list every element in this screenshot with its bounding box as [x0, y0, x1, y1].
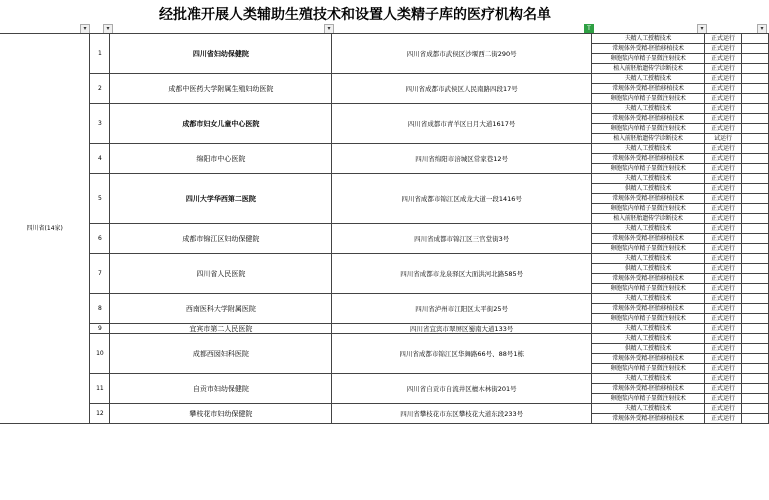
empty-cell[interactable]: [742, 214, 769, 224]
status-cell[interactable]: 正式运行: [705, 294, 742, 304]
technology-cell[interactable]: 夫精人工授精技术: [592, 254, 705, 264]
hospital-name-cell[interactable]: 四川省妇幼保健院: [110, 34, 332, 74]
empty-cell[interactable]: [742, 304, 769, 314]
active-filter-icon[interactable]: T: [584, 24, 594, 34]
status-cell[interactable]: 正式运行: [705, 54, 742, 64]
technology-cell[interactable]: 夫精人工授精技术: [592, 174, 705, 184]
row-number-cell[interactable]: 4: [90, 144, 110, 174]
technology-cell[interactable]: 常规体外受精-胚胎移植技术: [592, 84, 705, 94]
status-cell[interactable]: 正式运行: [705, 224, 742, 234]
technology-cell[interactable]: 夫精人工授精技术: [592, 144, 705, 154]
table-row: [0, 224, 769, 234]
hospital-name-cell[interactable]: 四川大学华西第二医院: [110, 174, 332, 224]
empty-cell[interactable]: [742, 154, 769, 164]
row-number-cell[interactable]: 5: [90, 174, 110, 224]
technology-cell[interactable]: 常规体外受精-胚胎移植技术: [592, 384, 705, 394]
technology-cell[interactable]: 供精人工授精技术: [592, 184, 705, 194]
technology-cell[interactable]: 常规体外受精-胚胎移植技术: [592, 114, 705, 124]
filter-dropdown-icon[interactable]: ▾: [103, 24, 113, 34]
empty-cell[interactable]: [742, 414, 769, 424]
technology-cell[interactable]: 常规体外受精-胚胎移植技术: [592, 274, 705, 284]
status-cell[interactable]: 正式运行: [705, 214, 742, 224]
empty-cell[interactable]: [742, 264, 769, 274]
status-cell[interactable]: 正式运行: [705, 304, 742, 314]
table-row: [0, 144, 769, 154]
status-cell[interactable]: 正式运行: [705, 174, 742, 184]
hospital-name-cell[interactable]: 四川省人民医院: [110, 254, 332, 294]
empty-cell[interactable]: [742, 324, 769, 334]
empty-cell[interactable]: [742, 104, 769, 114]
table-row: [0, 104, 769, 114]
status-cell[interactable]: 正式运行: [705, 164, 742, 174]
address-cell[interactable]: 四川省宜宾市翠屏区蜀南大道133号: [332, 324, 592, 334]
technology-cell[interactable]: 卵胞浆内单精子显微注射技术: [592, 204, 705, 214]
row-number-cell[interactable]: 3: [90, 104, 110, 144]
filter-dropdown-icon[interactable]: ▾: [324, 24, 334, 34]
empty-cell[interactable]: [742, 184, 769, 194]
row-number-cell[interactable]: 12: [90, 404, 110, 424]
address-cell[interactable]: 四川省成都市武侯区沙堰西二街290号: [332, 34, 592, 74]
empty-cell[interactable]: [742, 344, 769, 354]
hospital-name-cell[interactable]: 宜宾市第二人民医院: [110, 324, 332, 334]
status-cell[interactable]: 正式运行: [705, 334, 742, 344]
technology-cell[interactable]: 常规体外受精-胚胎移植技术: [592, 414, 705, 424]
table-row: [0, 174, 769, 184]
status-cell[interactable]: 正式运行: [705, 414, 742, 424]
status-cell[interactable]: 正式运行: [705, 284, 742, 294]
table-row: [0, 404, 769, 414]
empty-cell[interactable]: [742, 314, 769, 324]
empty-cell[interactable]: [742, 44, 769, 54]
technology-cell[interactable]: 卵胞浆内单精子显微注射技术: [592, 244, 705, 254]
empty-cell[interactable]: [742, 74, 769, 84]
technology-cell[interactable]: 常规体外受精-胚胎移植技术: [592, 154, 705, 164]
status-cell[interactable]: 正式运行: [705, 244, 742, 254]
status-cell[interactable]: 正式运行: [705, 394, 742, 404]
autofilter-row: [0, 24, 769, 33]
empty-cell[interactable]: [742, 174, 769, 184]
empty-cell[interactable]: [742, 274, 769, 284]
hospital-name-cell[interactable]: 成都市妇女儿童中心医院: [110, 104, 332, 144]
technology-cell[interactable]: 夫精人工授精技术: [592, 324, 705, 334]
technology-cell[interactable]: 夫精人工授精技术: [592, 374, 705, 384]
technology-cell[interactable]: 常规体外受精-胚胎移植技术: [592, 194, 705, 204]
empty-cell[interactable]: [742, 244, 769, 254]
hospital-name-cell[interactable]: 攀枝花市妇幼保健院: [110, 404, 332, 424]
status-cell[interactable]: 正式运行: [705, 254, 742, 264]
address-cell[interactable]: 四川省绵阳市涪城区常家巷12号: [332, 144, 592, 174]
table-row: [0, 324, 769, 334]
empty-cell[interactable]: [742, 204, 769, 214]
technology-cell[interactable]: 卵胞浆内单精子显微注射技术: [592, 284, 705, 294]
row-number-cell[interactable]: 6: [90, 224, 110, 254]
sheet-title: 经批准开展人类辅助生殖技术和设置人类精子库的医疗机构名单: [159, 7, 551, 23]
status-cell[interactable]: 正式运行: [705, 94, 742, 104]
empty-cell[interactable]: [742, 374, 769, 384]
address-cell[interactable]: 四川省成都市锦江区华舞路66号、88号1栋: [332, 334, 592, 374]
empty-cell[interactable]: [742, 94, 769, 104]
empty-cell[interactable]: [742, 134, 769, 144]
status-cell[interactable]: 正式运行: [705, 404, 742, 414]
status-cell[interactable]: 正式运行: [705, 204, 742, 214]
status-cell[interactable]: 正式运行: [705, 144, 742, 154]
technology-cell[interactable]: 卵胞浆内单精子显微注射技术: [592, 94, 705, 104]
technology-cell[interactable]: 植入前胚胎遗传学诊断技术: [592, 214, 705, 224]
technology-cell[interactable]: 夫精人工授精技术: [592, 224, 705, 234]
address-cell[interactable]: 四川省成都市锦江区三官堂街3号: [332, 224, 592, 254]
address-cell[interactable]: 四川省成都市武侯区人民南路四段17号: [332, 74, 592, 104]
empty-cell[interactable]: [742, 124, 769, 134]
status-cell[interactable]: 正式运行: [705, 74, 742, 84]
row-number-cell[interactable]: 8: [90, 294, 110, 324]
empty-cell[interactable]: [742, 284, 769, 294]
hospital-name-cell[interactable]: 成都市锦江区妇幼保健院: [110, 224, 332, 254]
empty-cell[interactable]: [742, 294, 769, 304]
empty-cell[interactable]: [742, 224, 769, 234]
technology-cell[interactable]: 植入前胚胎遗传学诊断技术: [592, 64, 705, 74]
status-cell[interactable]: 正式运行: [705, 44, 742, 54]
hospital-name-cell[interactable]: 西南医科大学附属医院: [110, 294, 332, 324]
table-row: [0, 294, 769, 304]
address-cell[interactable]: 四川省成都市青羊区日月大道1617号: [332, 104, 592, 144]
empty-cell[interactable]: [742, 114, 769, 124]
status-cell[interactable]: 试运行: [705, 134, 742, 144]
hospital-name-cell[interactable]: 绵阳市中心医院: [110, 144, 332, 174]
technology-cell[interactable]: 卵胞浆内单精子显微注射技术: [592, 124, 705, 134]
empty-cell[interactable]: [742, 254, 769, 264]
technology-cell[interactable]: 卵胞浆内单精子显微注射技术: [592, 54, 705, 64]
hospital-name-cell[interactable]: 自贡市妇幼保健院: [110, 374, 332, 404]
status-cell[interactable]: 正式运行: [705, 184, 742, 194]
row-number-cell[interactable]: 7: [90, 254, 110, 294]
empty-cell[interactable]: [742, 354, 769, 364]
technology-cell[interactable]: 夫精人工授精技术: [592, 334, 705, 344]
row-number-cell[interactable]: 2: [90, 74, 110, 104]
technology-cell[interactable]: 卵胞浆内单精子显微注射技术: [592, 314, 705, 324]
technology-cell[interactable]: 夫精人工授精技术: [592, 104, 705, 114]
status-cell[interactable]: 正式运行: [705, 114, 742, 124]
technology-cell[interactable]: 夫精人工授精技术: [592, 294, 705, 304]
status-cell[interactable]: 正式运行: [705, 274, 742, 284]
technology-cell[interactable]: 卵胞浆内单精子显微注射技术: [592, 394, 705, 404]
hospital-name-cell[interactable]: 成都西囡妇科医院: [110, 334, 332, 374]
status-cell[interactable]: 正式运行: [705, 314, 742, 324]
technology-cell[interactable]: 卵胞浆内单精子显微注射技术: [592, 164, 705, 174]
empty-cell[interactable]: [742, 194, 769, 204]
empty-cell[interactable]: [742, 54, 769, 64]
table-row: [0, 254, 769, 264]
technology-cell[interactable]: 常规体外受精-胚胎移植技术: [592, 354, 705, 364]
empty-cell[interactable]: [742, 334, 769, 344]
technology-cell[interactable]: 常规体外受精-胚胎移植技术: [592, 234, 705, 244]
empty-cell[interactable]: [742, 164, 769, 174]
technology-cell[interactable]: 夫精人工授精技术: [592, 404, 705, 414]
address-cell[interactable]: 四川省成都市锦江区成龙大道一段1416号: [332, 174, 592, 224]
technology-cell[interactable]: 夫精人工授精技术: [592, 74, 705, 84]
province-cell[interactable]: 四川省(14家): [0, 34, 90, 424]
hospital-name-cell[interactable]: 成都中医药大学附属生殖妇幼医院: [110, 74, 332, 104]
technology-cell[interactable]: 夫精人工授精技术: [592, 34, 705, 44]
row-number-cell[interactable]: 9: [90, 324, 110, 334]
address-cell[interactable]: 四川省攀枝花市东区攀枝花大道东段233号: [332, 404, 592, 424]
technology-cell[interactable]: 卵胞浆内单精子显微注射技术: [592, 364, 705, 374]
address-cell[interactable]: 四川省自贡市自流井区檀木林街201号: [332, 374, 592, 404]
address-cell[interactable]: 四川省泸州市江阳区太平街25号: [332, 294, 592, 324]
status-cell[interactable]: 正式运行: [705, 264, 742, 274]
table-row: [0, 74, 769, 84]
table-row: [0, 334, 769, 344]
status-cell[interactable]: 正式运行: [705, 84, 742, 94]
empty-cell[interactable]: [742, 64, 769, 74]
status-cell[interactable]: 正式运行: [705, 324, 742, 334]
filter-dropdown-icon[interactable]: ▾: [80, 24, 90, 34]
empty-cell[interactable]: [742, 384, 769, 394]
status-cell[interactable]: 正式运行: [705, 124, 742, 134]
status-cell[interactable]: 正式运行: [705, 64, 742, 74]
empty-cell[interactable]: [742, 84, 769, 94]
technology-cell[interactable]: 供精人工授精技术: [592, 344, 705, 354]
address-cell[interactable]: 四川省成都市龙泉驿区大面洪河北路585号: [332, 254, 592, 294]
filter-dropdown-icon[interactable]: ▾: [757, 24, 767, 34]
status-cell[interactable]: 正式运行: [705, 234, 742, 244]
status-cell[interactable]: 正式运行: [705, 344, 742, 354]
empty-cell[interactable]: [742, 404, 769, 414]
technology-cell[interactable]: 供精人工授精技术: [592, 264, 705, 274]
empty-cell[interactable]: [742, 364, 769, 374]
status-cell[interactable]: 正式运行: [705, 364, 742, 374]
table-row: [0, 374, 769, 384]
status-cell[interactable]: 正式运行: [705, 104, 742, 114]
status-cell[interactable]: 正式运行: [705, 34, 742, 44]
status-cell[interactable]: 正式运行: [705, 374, 742, 384]
filter-dropdown-icon[interactable]: ▾: [697, 24, 707, 34]
technology-cell[interactable]: 常规体外受精-胚胎移植技术: [592, 44, 705, 54]
empty-cell[interactable]: [742, 34, 769, 44]
status-cell[interactable]: 正式运行: [705, 384, 742, 394]
row-number-cell[interactable]: 1: [90, 34, 110, 74]
hospital-table: [0, 33, 769, 424]
empty-cell[interactable]: [742, 394, 769, 404]
empty-cell[interactable]: [742, 144, 769, 154]
status-cell[interactable]: 正式运行: [705, 354, 742, 364]
status-cell[interactable]: 正式运行: [705, 194, 742, 204]
status-cell[interactable]: 正式运行: [705, 154, 742, 164]
technology-cell[interactable]: 植入前胚胎遗传学诊断技术: [592, 134, 705, 144]
row-number-cell[interactable]: 10: [90, 334, 110, 374]
row-number-cell[interactable]: 11: [90, 374, 110, 404]
empty-cell[interactable]: [742, 234, 769, 244]
technology-cell[interactable]: 常规体外受精-胚胎移植技术: [592, 304, 705, 314]
table-row: [0, 34, 769, 44]
